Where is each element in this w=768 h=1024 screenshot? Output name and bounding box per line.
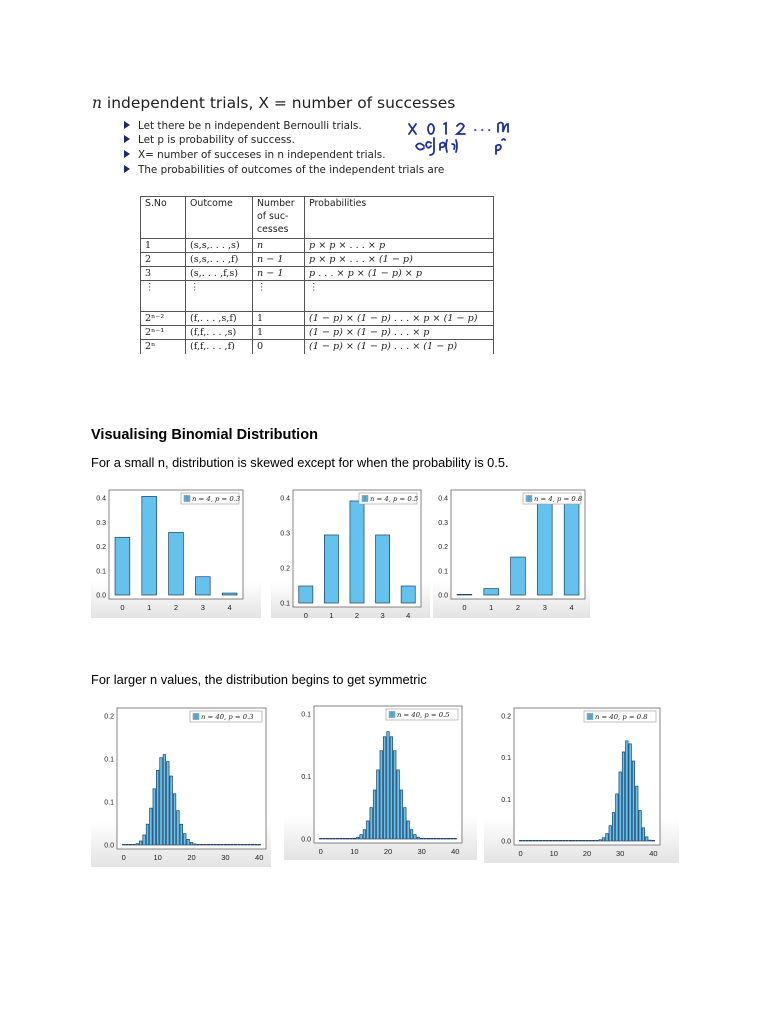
bar bbox=[170, 776, 173, 845]
bar bbox=[390, 737, 393, 839]
x-tick-label: 20 bbox=[383, 847, 393, 856]
legend-swatch bbox=[528, 496, 530, 502]
bar bbox=[441, 838, 444, 839]
x-tick-label: 20 bbox=[187, 853, 196, 862]
cell-math: n − 1 bbox=[257, 268, 284, 279]
y-tick-label: 0.4 bbox=[280, 495, 290, 503]
bar bbox=[539, 840, 541, 841]
bar bbox=[146, 824, 149, 845]
bar bbox=[393, 751, 396, 839]
x-tick-label: 0 bbox=[518, 849, 523, 858]
bar bbox=[639, 811, 641, 841]
bar bbox=[251, 844, 254, 845]
bullet-text: X= number of succeses in n independent trials. bbox=[138, 149, 386, 161]
bar bbox=[537, 494, 552, 595]
bar bbox=[197, 844, 200, 845]
cell-math: (1 − p) × (1 − p) . . . × p bbox=[309, 327, 430, 338]
bar bbox=[204, 844, 207, 845]
bar bbox=[234, 844, 237, 845]
bar bbox=[572, 840, 574, 841]
bar bbox=[194, 844, 197, 845]
table-cell bbox=[305, 253, 494, 267]
chart-svg bbox=[91, 703, 271, 867]
bar bbox=[217, 844, 220, 845]
x-tick-label: 30 bbox=[221, 853, 230, 862]
bar bbox=[326, 838, 329, 839]
bar bbox=[195, 577, 210, 595]
bar bbox=[377, 770, 380, 839]
table-cell bbox=[305, 340, 494, 354]
x-tick-label: 20 bbox=[582, 849, 592, 858]
bar bbox=[214, 844, 217, 845]
bar bbox=[457, 594, 472, 595]
x-tick-label: 40 bbox=[451, 847, 460, 856]
bar bbox=[546, 840, 548, 841]
bar bbox=[211, 844, 214, 845]
y-tick-label: 0.0 bbox=[438, 592, 448, 600]
x-tick-label: 1 bbox=[147, 603, 152, 612]
y-tick-label: 0.4 bbox=[438, 495, 448, 503]
bar bbox=[376, 535, 390, 603]
bar bbox=[636, 786, 638, 841]
bar bbox=[579, 840, 581, 841]
bar bbox=[353, 838, 356, 839]
x-tick-label: 4 bbox=[569, 603, 574, 612]
bar bbox=[645, 837, 647, 841]
x-tick-label: 1 bbox=[489, 603, 494, 612]
legend-swatch bbox=[587, 714, 589, 720]
bar bbox=[156, 770, 159, 845]
bar bbox=[596, 840, 598, 841]
chart-n4-p03 bbox=[91, 487, 261, 618]
table-cell: (s,s,. . . ,s) bbox=[186, 239, 253, 253]
table-cell bbox=[253, 239, 305, 253]
bar bbox=[248, 844, 251, 845]
legend-swatch bbox=[193, 714, 195, 720]
bar bbox=[367, 821, 370, 839]
plot-frame bbox=[117, 708, 266, 849]
bar bbox=[383, 737, 386, 839]
legend bbox=[523, 493, 583, 504]
bar bbox=[231, 844, 234, 845]
x-tick-label: 10 bbox=[549, 849, 558, 858]
bar bbox=[169, 532, 184, 595]
bar bbox=[437, 838, 440, 839]
bar bbox=[173, 794, 176, 845]
bar bbox=[319, 838, 322, 839]
bar bbox=[142, 496, 157, 595]
legend-swatch bbox=[589, 714, 591, 720]
table-cell: 1 bbox=[141, 239, 186, 253]
chart-svg bbox=[284, 703, 477, 860]
paragraph-small-n: For a small n, distribution is skewed except for when the probability is 0.5. bbox=[91, 455, 509, 470]
bar bbox=[563, 840, 565, 841]
bar bbox=[417, 837, 420, 839]
bar bbox=[566, 840, 568, 841]
bullet-text: Let p is probability of success. bbox=[138, 134, 295, 146]
bar bbox=[241, 844, 244, 845]
bar bbox=[153, 789, 156, 845]
slide-title-variable: n bbox=[92, 94, 102, 112]
bar bbox=[340, 838, 343, 839]
table-header: Number of suc-cesses bbox=[253, 197, 305, 239]
bar bbox=[177, 811, 180, 845]
bar bbox=[323, 838, 326, 839]
y-tick-label: 0.1 bbox=[501, 755, 511, 763]
x-tick-label: 3 bbox=[380, 611, 385, 618]
bar bbox=[373, 790, 376, 839]
bar bbox=[139, 841, 142, 845]
y-tick-label: 0.1 bbox=[104, 756, 114, 764]
legend-swatch bbox=[195, 714, 197, 720]
bar bbox=[244, 844, 247, 845]
bar bbox=[238, 844, 241, 845]
slide-title-math: X = number of successes bbox=[258, 94, 456, 112]
table-cell: 2 bbox=[141, 253, 186, 267]
bar bbox=[649, 840, 651, 841]
bar bbox=[444, 838, 447, 839]
legend-swatch bbox=[393, 712, 395, 718]
bar bbox=[258, 844, 261, 845]
y-tick-label: 0.2 bbox=[96, 544, 106, 551]
table-cell bbox=[305, 267, 494, 281]
bar bbox=[632, 761, 634, 841]
y-tick-label: 0.1 bbox=[96, 568, 106, 576]
bar bbox=[380, 751, 383, 839]
bar bbox=[606, 834, 608, 841]
x-tick-label: 0 bbox=[120, 603, 125, 612]
bar bbox=[626, 741, 628, 841]
legend bbox=[190, 711, 262, 722]
cell-math: p × p × . . . × p bbox=[309, 240, 386, 251]
paragraph-large-n: For larger n values, the distribution begins to get symmetric bbox=[91, 672, 427, 687]
bar bbox=[526, 840, 528, 841]
chart-n40-p05 bbox=[284, 703, 477, 860]
bar bbox=[143, 835, 146, 845]
table-row bbox=[141, 281, 494, 312]
bar bbox=[533, 840, 535, 841]
bar bbox=[407, 821, 410, 839]
x-tick-label: 4 bbox=[227, 603, 232, 612]
cell-math: (1 − p) × (1 − p) . . . × (1 − p) bbox=[309, 341, 458, 352]
legend-swatch bbox=[389, 712, 391, 718]
bar bbox=[447, 838, 450, 839]
cell-math: n − 1 bbox=[257, 254, 284, 265]
x-tick-label: 1 bbox=[329, 611, 334, 618]
legend-label: n = 40, p = 0.3 bbox=[201, 713, 254, 722]
bar bbox=[400, 790, 403, 839]
chart-svg bbox=[91, 487, 261, 618]
y-tick-label: 0.0 bbox=[96, 592, 106, 600]
bar bbox=[133, 844, 136, 845]
table-row bbox=[141, 267, 494, 281]
y-tick-label: 0.1 bbox=[301, 774, 311, 781]
bar bbox=[330, 838, 333, 839]
legend-label: n = 4, p = 0.8 bbox=[534, 495, 583, 504]
bar bbox=[553, 840, 555, 841]
bar bbox=[569, 840, 571, 841]
bar bbox=[397, 770, 400, 839]
x-tick-label: 0 bbox=[462, 603, 467, 612]
legend-swatch bbox=[186, 496, 188, 502]
bar bbox=[519, 840, 521, 841]
table-cell bbox=[305, 239, 494, 253]
bar bbox=[556, 840, 558, 841]
x-tick-label: 0 bbox=[303, 611, 308, 618]
bar bbox=[180, 824, 183, 845]
bar bbox=[559, 840, 561, 841]
table-header: Outcome bbox=[186, 197, 253, 239]
legend-swatch bbox=[184, 496, 186, 502]
y-tick-label: 0.4 bbox=[96, 495, 106, 503]
bar bbox=[599, 840, 601, 841]
table-row bbox=[141, 326, 494, 340]
y-tick-label: 0.1 bbox=[280, 600, 290, 608]
bar bbox=[136, 844, 139, 845]
table-cell bbox=[305, 312, 494, 326]
bar bbox=[350, 501, 364, 603]
bullet-text: Let there be n independent Bernoulli trials. bbox=[138, 120, 362, 132]
section-title: Visualising Binomial Distribution bbox=[91, 427, 318, 443]
bar bbox=[589, 840, 591, 841]
bar bbox=[333, 838, 336, 839]
x-tick-label: 2 bbox=[354, 611, 360, 618]
bar bbox=[451, 838, 454, 839]
table-cell: (s,. . . ,f,s) bbox=[186, 267, 253, 281]
bar bbox=[255, 844, 258, 845]
x-tick-label: 2 bbox=[173, 603, 179, 612]
bar bbox=[652, 840, 654, 841]
table-cell: (s,s,. . . ,f) bbox=[186, 253, 253, 267]
y-tick-label: 0.0 bbox=[501, 838, 511, 846]
bar bbox=[183, 834, 186, 845]
bar bbox=[115, 537, 130, 595]
y-tick-label: 0.2 bbox=[104, 713, 114, 721]
bar bbox=[224, 844, 227, 845]
bar bbox=[346, 838, 349, 839]
bar bbox=[129, 844, 132, 845]
bar bbox=[404, 808, 407, 839]
bar bbox=[576, 840, 578, 841]
bar bbox=[187, 839, 190, 845]
table-row bbox=[141, 340, 494, 354]
table-cell: ⋮ bbox=[305, 281, 494, 312]
bar bbox=[221, 844, 224, 845]
x-tick-label: 40 bbox=[255, 853, 264, 862]
y-tick-label: 0.3 bbox=[438, 519, 448, 527]
table-cell: (f,f,. . . ,s) bbox=[186, 326, 253, 340]
table-row bbox=[141, 312, 494, 326]
chart-svg bbox=[484, 703, 679, 863]
slide-title-text: independent trials, bbox=[101, 94, 259, 112]
y-tick-label: 0.1 bbox=[438, 568, 448, 576]
legend-swatch bbox=[366, 496, 368, 502]
legend bbox=[359, 493, 418, 504]
y-tick-label: 0.1 bbox=[301, 711, 311, 719]
bar bbox=[523, 840, 525, 841]
outcomes-table bbox=[140, 196, 494, 354]
bar bbox=[350, 838, 353, 839]
x-tick-label: 40 bbox=[649, 849, 658, 858]
y-tick-label: 0.0 bbox=[104, 842, 114, 850]
y-tick-label: 0.1 bbox=[501, 796, 511, 804]
legend-label: n = 4, p = 0.5 bbox=[370, 495, 419, 504]
legend-swatch bbox=[362, 496, 364, 502]
y-tick-label: 0.3 bbox=[96, 519, 106, 527]
y-tick-label: 0.1 bbox=[104, 799, 114, 807]
bar bbox=[642, 828, 644, 841]
bar bbox=[619, 772, 621, 841]
bar bbox=[616, 794, 618, 841]
bar bbox=[609, 826, 611, 841]
x-tick-label: 2 bbox=[515, 603, 521, 612]
y-tick-label: 0.2 bbox=[280, 565, 290, 573]
bar bbox=[126, 844, 129, 845]
bar bbox=[363, 830, 366, 839]
bar bbox=[529, 840, 531, 841]
bar bbox=[612, 813, 614, 841]
bar bbox=[427, 838, 430, 839]
bar bbox=[430, 838, 433, 839]
bar bbox=[536, 840, 538, 841]
x-tick-label: 30 bbox=[417, 847, 426, 856]
bar bbox=[401, 586, 415, 603]
y-tick-label: 0.0 bbox=[301, 836, 311, 844]
bar bbox=[434, 838, 437, 839]
bar bbox=[602, 838, 604, 841]
bar bbox=[360, 835, 363, 839]
table-header: Probabilities bbox=[305, 197, 494, 239]
bar bbox=[190, 842, 193, 845]
cell-math: (1 − p) × (1 − p) . . . × p × (1 − p) bbox=[309, 313, 478, 324]
bar bbox=[222, 593, 237, 595]
chart-n40-p08 bbox=[484, 703, 679, 863]
bar bbox=[629, 744, 631, 841]
x-tick-label: 3 bbox=[200, 603, 205, 612]
legend-swatch bbox=[364, 496, 366, 502]
chart-n40-p03 bbox=[91, 703, 271, 867]
table-cell: 2ⁿ⁻² bbox=[141, 312, 186, 326]
bar bbox=[167, 762, 170, 845]
bar bbox=[592, 840, 594, 841]
bar bbox=[420, 838, 423, 839]
x-tick-label: 30 bbox=[616, 849, 625, 858]
chart-svg bbox=[433, 487, 590, 618]
bar bbox=[324, 535, 338, 603]
bar bbox=[163, 755, 166, 845]
chart-n4-p05 bbox=[271, 487, 430, 618]
bar bbox=[410, 830, 413, 839]
cell-math: n bbox=[257, 240, 264, 251]
bar bbox=[370, 808, 373, 839]
bar bbox=[414, 835, 417, 839]
table-cell: ⋮ bbox=[186, 281, 253, 312]
bar bbox=[484, 589, 499, 595]
table-cell: (f,. . . ,s,f) bbox=[186, 312, 253, 326]
legend bbox=[181, 493, 240, 504]
bar bbox=[549, 840, 551, 841]
table-cell: 3 bbox=[141, 267, 186, 281]
bar bbox=[622, 752, 624, 841]
bar bbox=[207, 844, 210, 845]
y-tick-label: 0.2 bbox=[438, 544, 448, 551]
table-row bbox=[141, 253, 494, 267]
bar bbox=[150, 808, 153, 845]
table-cell: 1 bbox=[253, 312, 305, 326]
bar bbox=[200, 844, 203, 845]
bar bbox=[564, 494, 579, 595]
x-tick-label: 10 bbox=[350, 847, 359, 856]
x-tick-label: 0 bbox=[318, 847, 323, 856]
bullet-text: The probabilities of outcomes of the independent trials are bbox=[138, 164, 445, 176]
table-cell bbox=[253, 253, 305, 267]
bar bbox=[582, 840, 584, 841]
bar bbox=[387, 732, 390, 839]
legend-swatch bbox=[591, 714, 593, 720]
table-cell: (f,f,. . . ,f) bbox=[186, 340, 253, 354]
bar bbox=[123, 844, 126, 845]
table-cell: 1 bbox=[253, 326, 305, 340]
table-cell bbox=[305, 326, 494, 340]
bar bbox=[299, 586, 313, 603]
x-tick-label: 4 bbox=[406, 611, 411, 618]
table-cell bbox=[253, 267, 305, 281]
x-tick-label: 0 bbox=[121, 853, 126, 862]
chart-n4-p08 bbox=[433, 487, 590, 618]
x-tick-label: 3 bbox=[542, 603, 547, 612]
table-cell: ⋮ bbox=[253, 281, 305, 312]
legend-label: n = 40, p = 0.8 bbox=[595, 713, 648, 722]
bar bbox=[424, 838, 427, 839]
bar bbox=[160, 758, 163, 845]
bar bbox=[227, 844, 230, 845]
bar bbox=[343, 838, 346, 839]
cell-math: p × p × . . . × (1 − p) bbox=[309, 254, 413, 265]
table-cell: 0 bbox=[253, 340, 305, 354]
y-tick-label: 0.2 bbox=[501, 713, 511, 721]
legend-swatch bbox=[197, 714, 199, 720]
legend-label: n = 40, p = 0.5 bbox=[397, 711, 450, 720]
bar bbox=[586, 840, 588, 841]
legend-label: n = 4, p = 0.3 bbox=[192, 495, 241, 504]
legend-swatch bbox=[188, 496, 190, 502]
table-cell: 2ⁿ⁻¹ bbox=[141, 326, 186, 340]
bar bbox=[454, 838, 457, 839]
table-row bbox=[141, 239, 494, 253]
legend-swatch bbox=[530, 496, 532, 502]
legend bbox=[584, 711, 656, 722]
x-tick-label: 10 bbox=[153, 853, 162, 862]
bar bbox=[511, 557, 526, 595]
cell-math: p . . . × p × (1 − p) × p bbox=[309, 268, 423, 279]
table-cell: 2ⁿ bbox=[141, 340, 186, 354]
table-cell: ⋮ bbox=[141, 281, 186, 312]
bar bbox=[543, 840, 545, 841]
bar bbox=[356, 837, 359, 839]
bar bbox=[336, 838, 339, 839]
legend-swatch bbox=[526, 496, 528, 502]
legend bbox=[386, 709, 458, 720]
legend-swatch bbox=[391, 712, 393, 718]
y-tick-label: 0.3 bbox=[280, 530, 290, 538]
lecture-slide-snapshot bbox=[86, 88, 520, 378]
table-header: S.No bbox=[141, 197, 186, 239]
chart-svg bbox=[271, 487, 430, 618]
